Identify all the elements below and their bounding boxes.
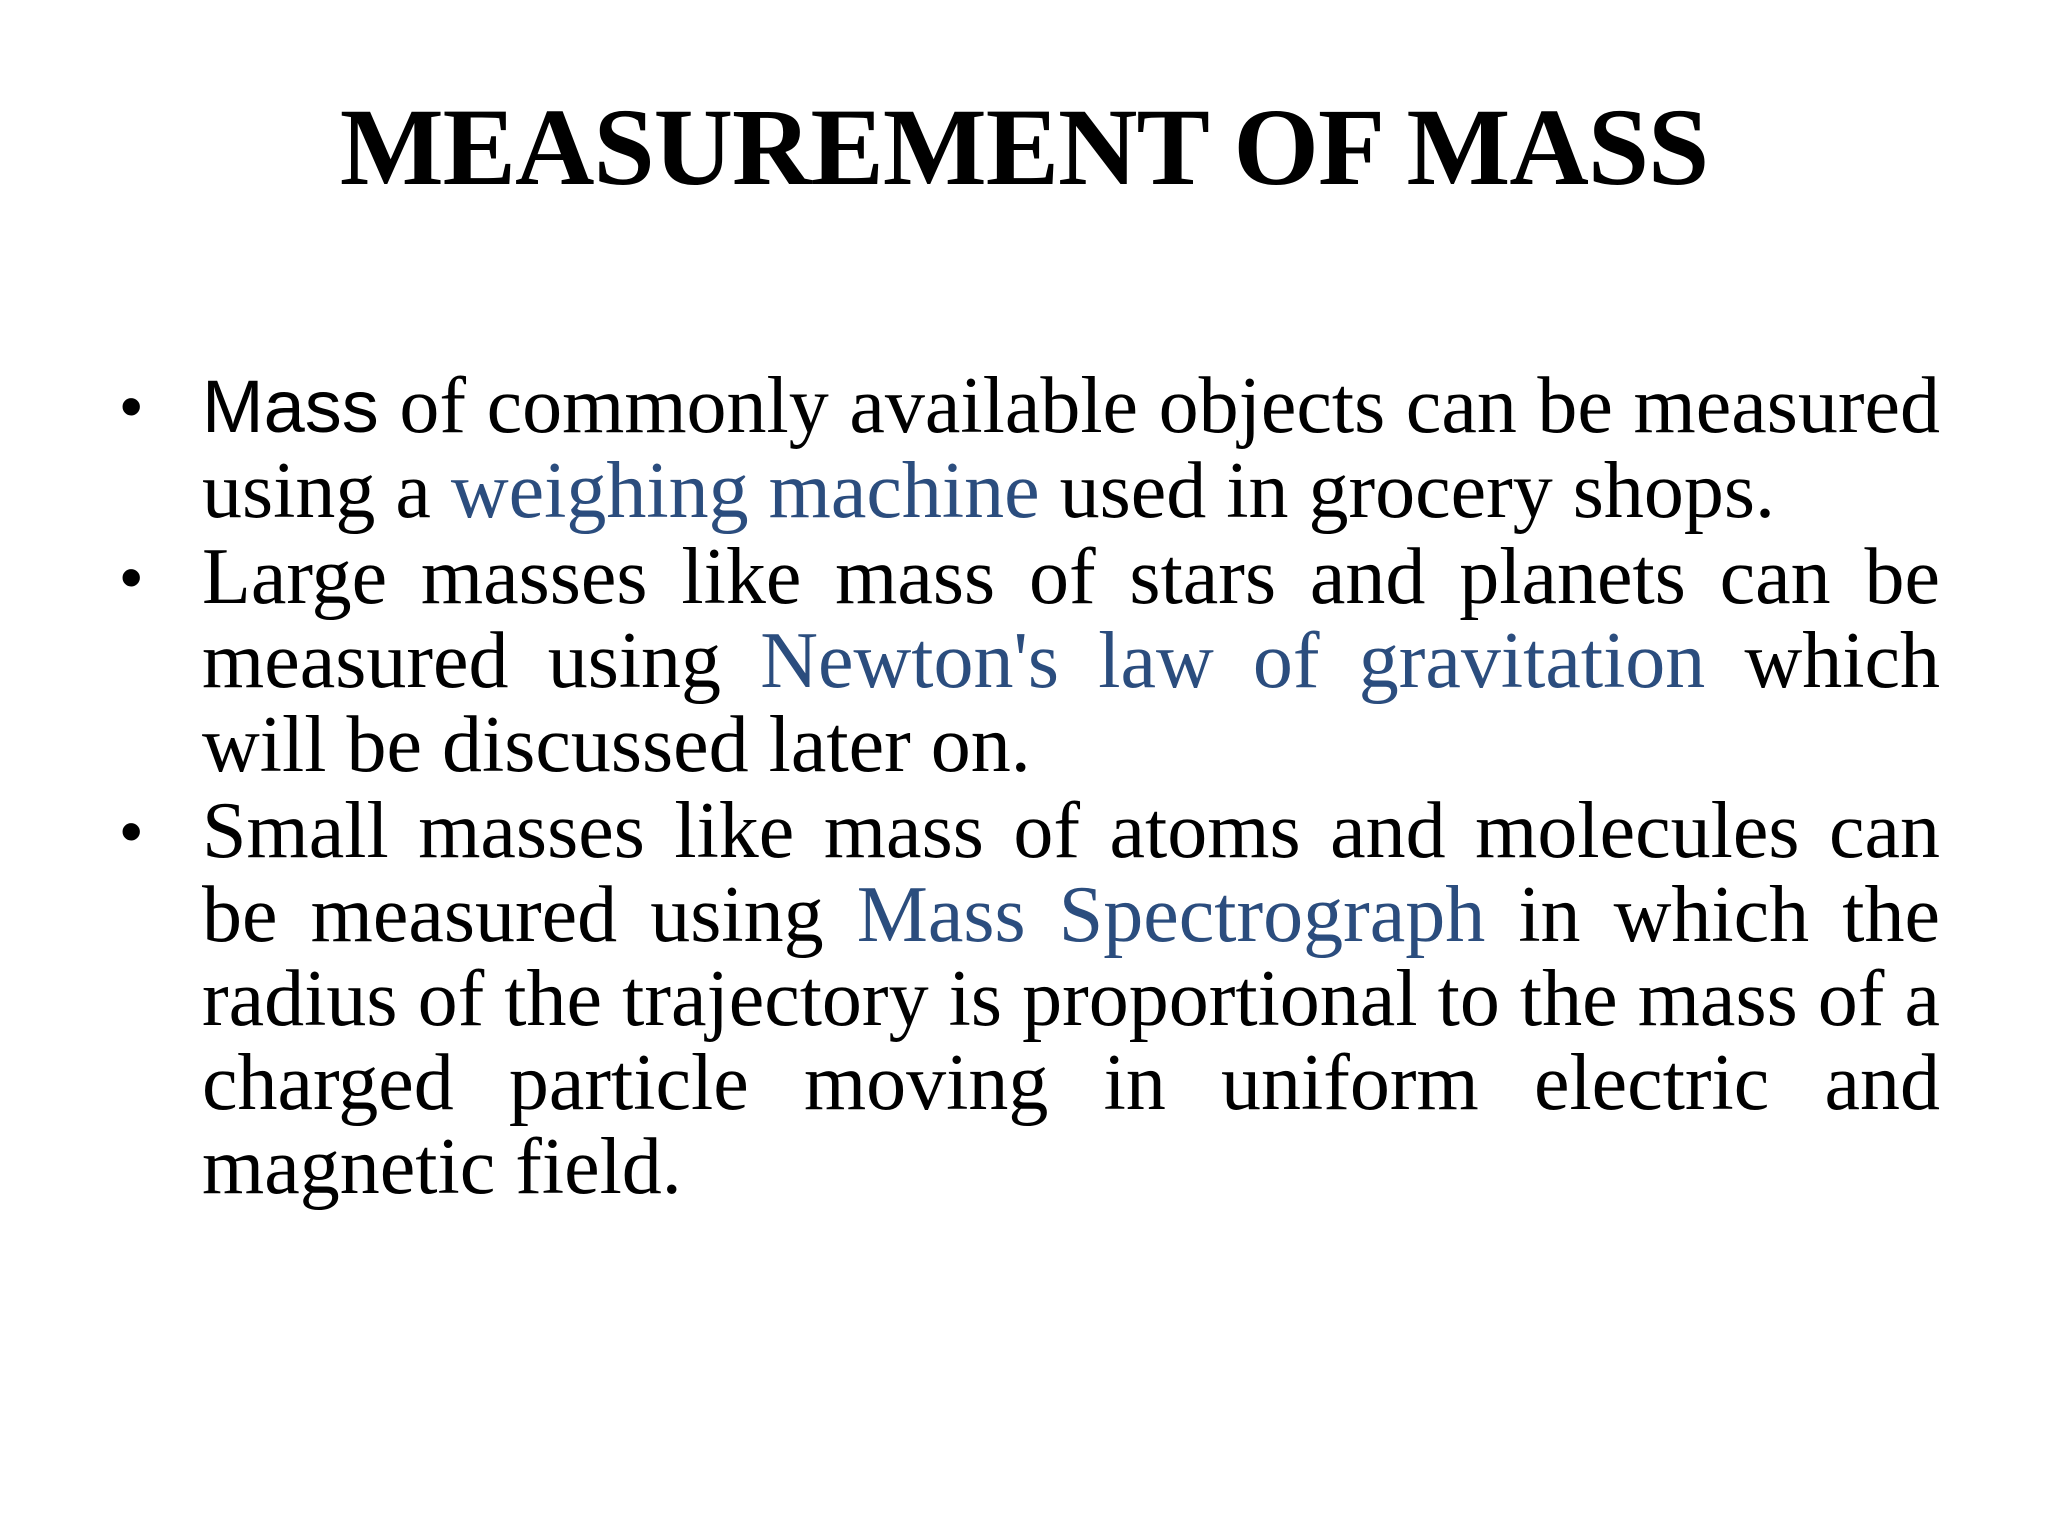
bullet-text: of commonly available objects can be measured using a <box>202 362 1940 535</box>
bullet-text: Small masses like mass of atoms and molecules can be measured using <box>202 787 1940 959</box>
bullet-dot-icon: • <box>120 541 143 613</box>
bullet-lead-word: Mass <box>202 365 379 448</box>
highlight-term: Newton's law of gravitation <box>760 617 1706 705</box>
bullet-item-weighing-machine <box>120 364 1940 533</box>
bullet-text: used in grocery shops. <box>1039 447 1776 535</box>
bullet-item-mass-spectrograph <box>120 789 1940 1209</box>
bullet-list <box>120 364 1940 1211</box>
bullet-dot-icon: • <box>120 795 143 867</box>
slide-title: MEASUREMENT OF MASS <box>339 86 1709 208</box>
highlight-term: Mass Spectrograph <box>856 871 1486 959</box>
bullet-text: which will be discussed later on. <box>202 617 1940 789</box>
highlight-term: weighing machine <box>450 447 1040 535</box>
bullet-text: in which the radius of the trajectory is proportional to the mass of a charged particle moving in uniform electric and magnetic field. <box>202 871 1941 1211</box>
bullet-text: Large masses like mass of stars and planets can be measured using <box>202 533 1940 705</box>
bullet-dot-icon: • <box>120 370 143 442</box>
bullet-item-newtons-law <box>120 535 1940 787</box>
